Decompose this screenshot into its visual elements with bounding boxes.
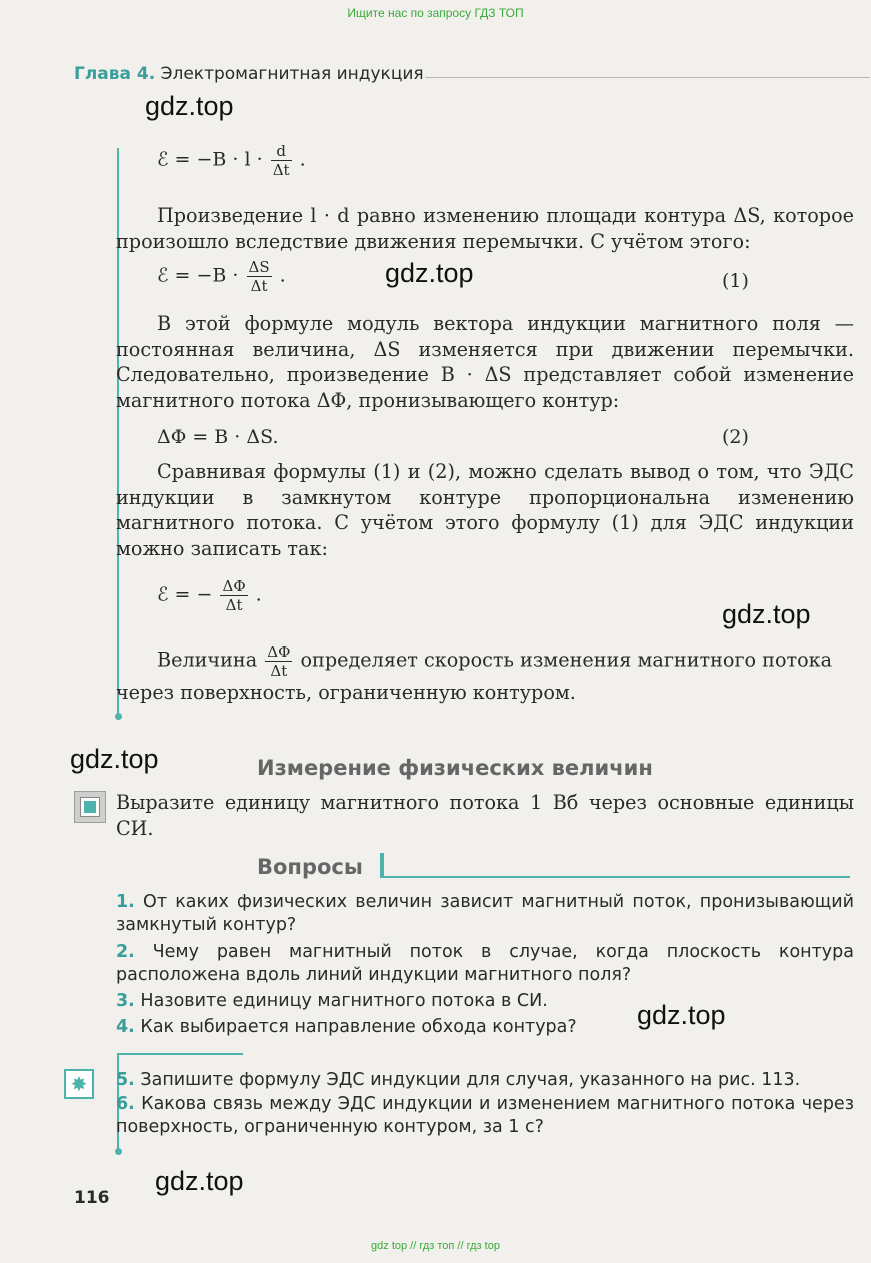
theory-sidebar-dot — [115, 713, 122, 720]
equation-number-2: (2) — [722, 426, 749, 448]
questions-heading: Вопросы — [257, 855, 363, 879]
question-item: 4. Как выбирается направление обхода контура? — [116, 1017, 577, 1037]
watermark: gdz.top — [637, 1000, 726, 1030]
page-number: 116 — [74, 1188, 110, 1208]
watermark: gdz.top — [155, 1166, 244, 1196]
question-item: 2. Чему равен магнитный поток в случае, когда плоскость контура расположена вдоль линий индукции магнитного поля? — [116, 942, 854, 985]
watermark: gdz.top — [722, 599, 811, 629]
paragraph-4: Величина $\frac{\Delta\Phi}{\Delta t}$ определяет скорость изменения магнитного потока через поверхность, ограниченную контуром. — [116, 643, 833, 704]
chapter-number: Глава 4. — [74, 64, 156, 84]
equation-number-1: (1) — [722, 270, 749, 292]
measurement-heading: Измерение физических величин — [257, 756, 653, 780]
advanced-sidebar-dot — [115, 1148, 122, 1155]
watermark: gdz.top — [145, 91, 234, 121]
formula-emf-1: ℰ = −B · l · $\frac{d}{\Delta t}$ . — [157, 142, 306, 179]
bottom-banner: gdz top // гдз топ // гдз top — [371, 1240, 500, 1252]
paragraph-3: Сравнивая формулы (1) и (2), можно сделать вывод о том, что ЭДС индукции в замкнутом контуре пропорциональна изменению магнитного потока. С учётом этого формулу (1) для ЭДС индукции можно записать так: — [116, 460, 854, 560]
formula-flux: ΔΦ = B · ΔS. — [157, 426, 279, 448]
formula-emf-3: ℰ = − $\frac{\Delta\Phi}{\Delta t}$ . — [157, 577, 262, 614]
questions-marker — [380, 853, 384, 877]
question-item: 1. От каких физических величин зависит магнитный поток, пронизывающий замкнутый контур? — [116, 892, 854, 935]
paragraph-2: В этой формуле модуль вектора индукции магнитного поля — постоянная величина, ΔS изменяется при движении перемычки. Следовательно, произведение B · ΔS представляет собой изменение магнитного потока ΔΦ, пронизывающего контур: — [116, 312, 854, 412]
formula-emf-2: ℰ = −B · $\frac{\Delta S}{\Delta t}$ . — [157, 258, 286, 295]
top-banner: Ищите нас по запросу ГДЗ ТОП — [347, 6, 524, 20]
advanced-rule — [117, 1053, 243, 1055]
star-icon: ✸ — [64, 1069, 94, 1099]
measurement-task: Выразите единицу магнитного потока 1 Вб через основные единицы СИ. — [116, 791, 854, 840]
chapter-title: Электромагнитная индукция — [160, 64, 424, 84]
question-item: 5. Запишите формулу ЭДС индукции для случая, указанного на рис. 113. — [116, 1070, 801, 1090]
chapter-header — [74, 64, 424, 84]
question-item: 6. Какова связь между ЭДС индукции и изменением магнитного потока через поверхность, ограниченную контуром, за 1 с? — [116, 1094, 854, 1137]
watermark: gdz.top — [70, 744, 159, 774]
watermark: gdz.top — [385, 258, 474, 288]
question-item: 3. Назовите единицу магнитного потока в СИ. — [116, 991, 548, 1011]
measurement-icon — [74, 791, 106, 823]
chapter-rule — [425, 77, 870, 78]
paragraph-1: Произведение l · d равно изменению площади контура ΔS, которое произошло вследствие движения перемычки. С учётом этого: — [116, 204, 854, 253]
questions-rule — [380, 876, 850, 878]
